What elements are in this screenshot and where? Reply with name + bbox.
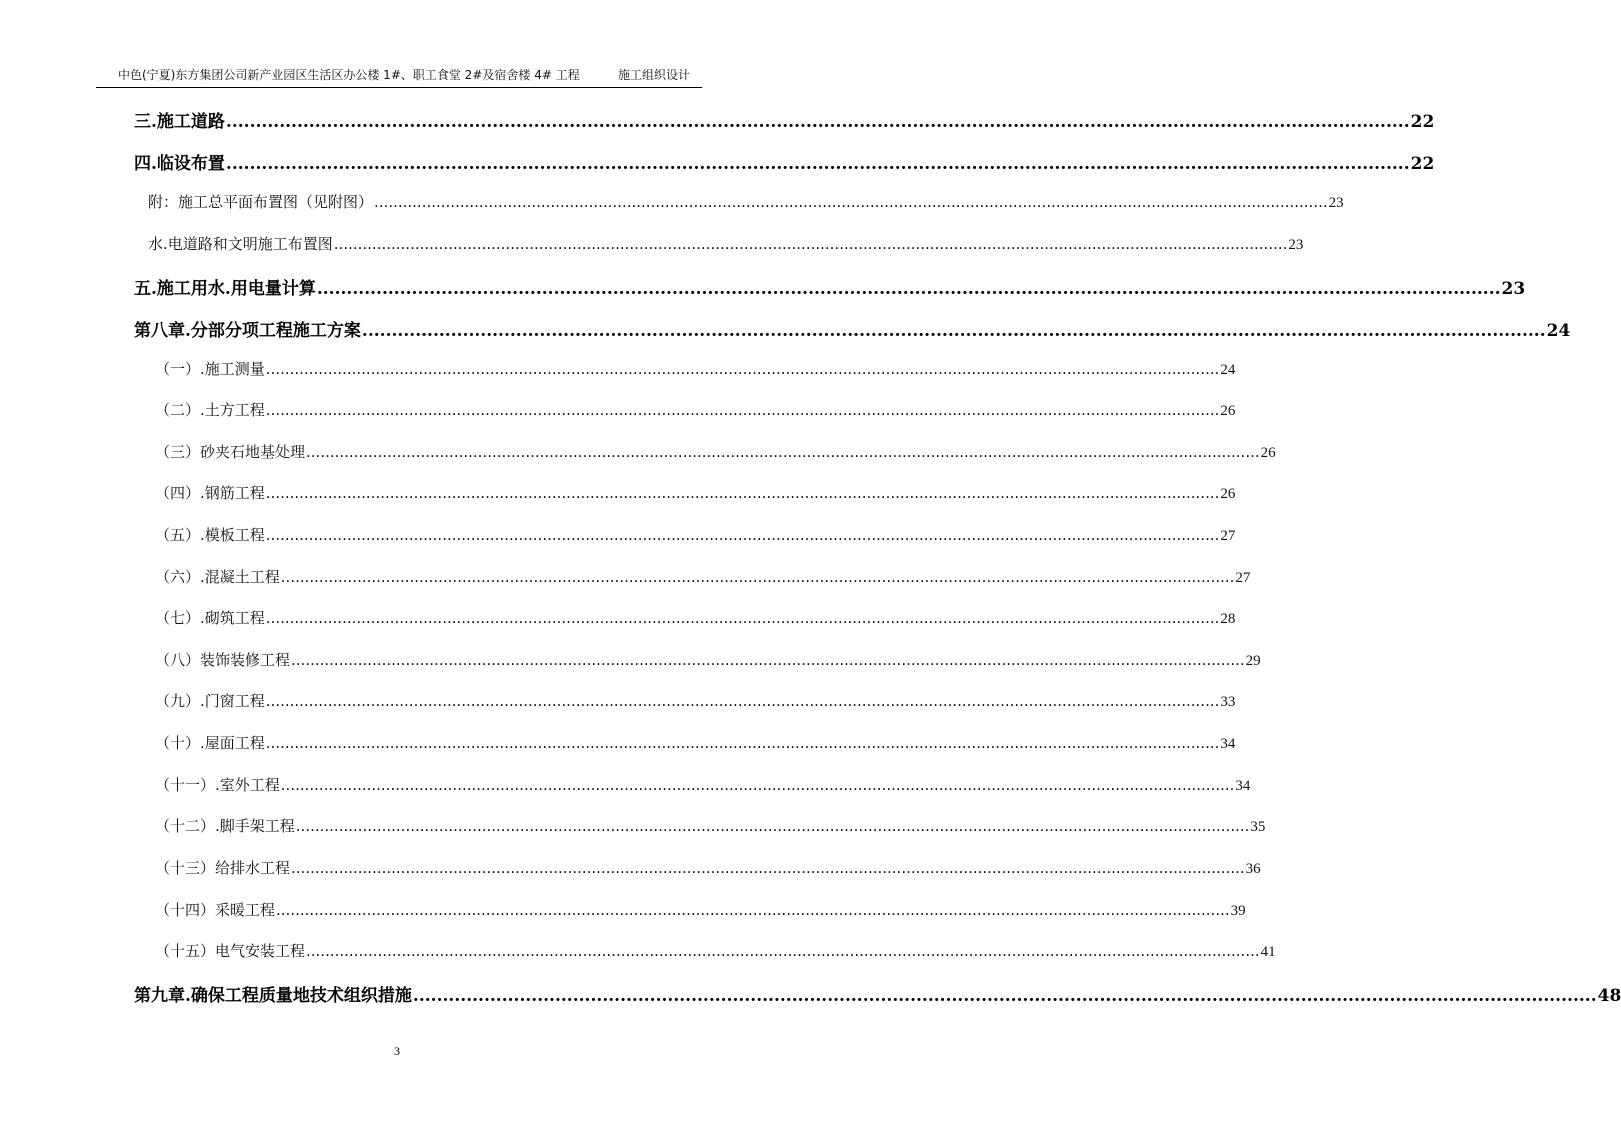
toc-entry[interactable] [155,857,1261,878]
toc-leader-dots: ........................................................................................................................................................................................................ [280,776,1235,794]
toc-leader-dots: ........................................................................................................................................................................................................ [333,235,1288,253]
header-document-type: 施工组织设计 [617,68,690,82]
toc-entry-page: 23 [1501,279,1526,299]
toc-leader-dots: ........................................................................................................................................................................................................ [225,112,1410,132]
toc-leader-dots: ........................................................................................................................................................................................................ [295,817,1250,835]
toc-entry-title: （十四）采暖工程 [155,901,276,919]
toc-entry[interactable] [155,732,1236,753]
toc-leader-dots: ........................................................................................................................................................................................................ [291,859,1245,877]
toc-entry-title: （三）砂夹石地基处理 [155,443,306,461]
page-header [96,66,702,84]
toc-entry-title: （一）.施工测量 [155,360,265,378]
toc-leader-dots: ........................................................................................................................................................................................................ [306,443,1260,461]
toc-entry-title: （二）.土方工程 [155,401,265,419]
toc-entry-title: （四）.钢筋工程 [155,484,265,502]
toc-leader-dots: ........................................................................................................................................................................................................ [265,734,1220,752]
toc-entry-page: 22 [1410,112,1435,132]
toc-entry-title: （五）.模板工程 [155,526,265,544]
toc-entry[interactable] [134,316,1571,341]
toc-leader-dots: ........................................................................................................................................................................................................ [276,901,1230,919]
toc-entry[interactable] [155,524,1236,545]
toc-entry-page: 27 [1235,570,1251,586]
toc-entry-title: （九）.门窗工程 [155,692,265,710]
toc-entry[interactable] [134,107,1435,132]
toc-entry[interactable] [134,981,1621,1006]
toc-leader-dots: ........................................................................................................................................................................................................ [291,651,1245,669]
toc-entry[interactable] [155,566,1251,587]
toc-leader-dots: ........................................................................................................................................................................................................ [280,568,1235,586]
toc-entry-page: 26 [1220,403,1236,419]
toc-entry-page: 26 [1260,445,1276,461]
toc-entry-page: 24 [1546,321,1571,341]
toc-entry[interactable] [134,149,1435,174]
toc-entry[interactable] [155,649,1261,670]
header-project-title: 中色(宁夏)东方集团公司新产业园区生活区办公楼 1#、职工食堂 2#及宿舍楼 4# 工程 [118,68,580,82]
toc-entry[interactable] [155,940,1276,961]
toc-entry-page: 23 [1328,195,1344,211]
toc-entry-title: （十）.屋面工程 [155,734,265,752]
toc-entry[interactable] [155,358,1236,379]
toc-entry-title: （十三）给排水工程 [155,859,291,877]
toc-entry-title: （十五）电气安装工程 [155,942,306,960]
toc-entry-title: （八）装饰装修工程 [155,651,291,669]
toc-entry-page: 27 [1220,528,1236,544]
toc-entry-page: 34 [1220,736,1236,752]
toc-entry[interactable] [148,191,1344,212]
toc-entry-page: 41 [1260,944,1276,960]
toc-entry-page: 35 [1250,819,1266,835]
toc-entry-page: 26 [1220,486,1236,502]
toc-entry-title: （十一）.室外工程 [155,776,280,794]
toc-entry-title: （十二）.脚手架工程 [155,817,295,835]
toc-entry[interactable] [155,441,1276,462]
toc-entry[interactable] [155,482,1236,503]
toc-entry-title: （七）.砌筑工程 [155,609,265,627]
page-number: 3 [394,1044,400,1058]
toc-entry-page: 48 [1597,986,1621,1006]
toc-leader-dots: ........................................................................................................................................................................................................ [316,279,1501,299]
toc-leader-dots: ........................................................................................................................................................................................................ [265,609,1220,627]
toc-entry-page: 33 [1220,694,1236,710]
toc-entry[interactable] [155,399,1236,420]
toc-entry-page: 24 [1220,362,1236,378]
toc-entry-page: 22 [1410,154,1435,174]
toc-leader-dots: ........................................................................................................................................................................................................ [361,321,1546,341]
toc-entry-page: 34 [1235,778,1251,794]
toc-entry-page: 39 [1230,903,1246,919]
toc-entry[interactable] [155,815,1266,836]
toc-entry-page: 36 [1245,861,1261,877]
toc-entry-page: 28 [1220,611,1236,627]
toc-entry-title: 第九章.确保工程质量地技术组织措施 [134,986,412,1006]
toc-entry-title: 第八章.分部分项工程施工方案 [134,321,361,341]
toc-entry[interactable] [155,690,1236,711]
header-rule [96,87,702,88]
toc-leader-dots: ........................................................................................................................................................................................................ [265,360,1220,378]
toc-entry-page: 29 [1245,653,1261,669]
toc-leader-dots: ........................................................................................................................................................................................................ [225,154,1410,174]
toc-entry[interactable] [155,774,1251,795]
toc-entry[interactable] [134,274,1526,299]
toc-leader-dots: ........................................................................................................................................................................................................ [265,526,1220,544]
toc-leader-dots: ........................................................................................................................................................................................................ [265,692,1220,710]
toc-entry-title: 五.施工用水.用电量计算 [134,279,316,299]
toc-leader-dots: ........................................................................................................................................................................................................ [265,484,1220,502]
toc-entry[interactable] [155,607,1236,628]
toc-entry-title: 水.电道路和文明施工布置图 [148,235,333,253]
toc-entry[interactable] [155,899,1246,920]
toc-entry-page: 23 [1288,237,1304,253]
toc-leader-dots: ........................................................................................................................................................................................................ [265,401,1220,419]
toc-entry[interactable] [148,233,1304,254]
toc-entry-title: 附：施工总平面布置图（见附图） [148,193,374,211]
toc-leader-dots: ........................................................................................................................................................................................................ [306,942,1260,960]
toc-entry-title: 四.临设布置 [134,154,225,174]
toc-leader-dots: ........................................................................................................................................................................................................ [412,986,1597,1006]
toc-entry-title: 三.施工道路 [134,112,225,132]
toc-leader-dots: ........................................................................................................................................................................................................ [374,193,1328,211]
toc-entry-title: （六）.混凝土工程 [155,568,280,586]
